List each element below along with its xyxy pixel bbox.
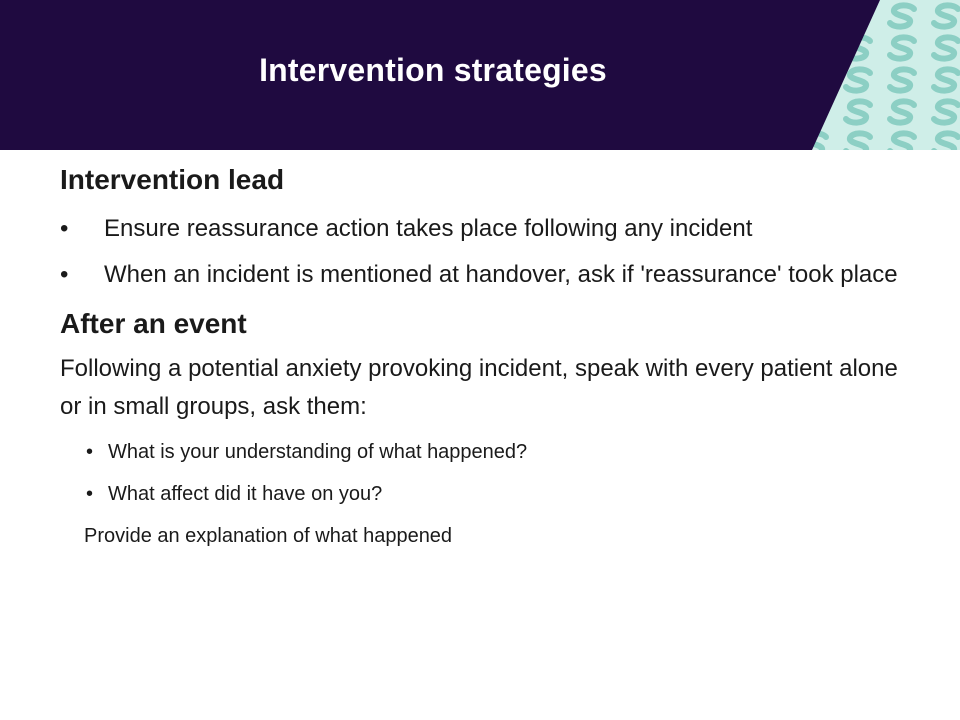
bullet-icon: • bbox=[60, 215, 69, 242]
slide-header bbox=[0, 0, 960, 150]
list-item: • When an incident is mentioned at handover, ask if 'reassurance' took place bbox=[60, 256, 910, 294]
bullet-icon: • bbox=[60, 261, 69, 288]
list-item: • Ensure reassurance action takes place following any incident bbox=[60, 210, 910, 248]
list-item: • What is your understanding of what happened? bbox=[60, 436, 910, 468]
section-heading-after-event: After an event bbox=[60, 308, 247, 339]
after-event-questions bbox=[60, 436, 910, 510]
intervention-lead-list bbox=[60, 210, 910, 294]
bullet-icon: • bbox=[86, 441, 94, 463]
explanation-note: Provide an explanation of what happened bbox=[84, 525, 453, 547]
slide-body bbox=[60, 158, 910, 552]
list-item: • What affect did it have on you? bbox=[60, 478, 910, 510]
after-event-paragraph: Following a potential anxiety provoking incident, speak with every patient alone or in small groups, ask them: bbox=[60, 355, 898, 420]
bullet-icon: • bbox=[86, 483, 94, 505]
slide-title: Intervention strategies bbox=[259, 52, 607, 88]
section-heading-intervention-lead: Intervention lead bbox=[60, 164, 285, 195]
